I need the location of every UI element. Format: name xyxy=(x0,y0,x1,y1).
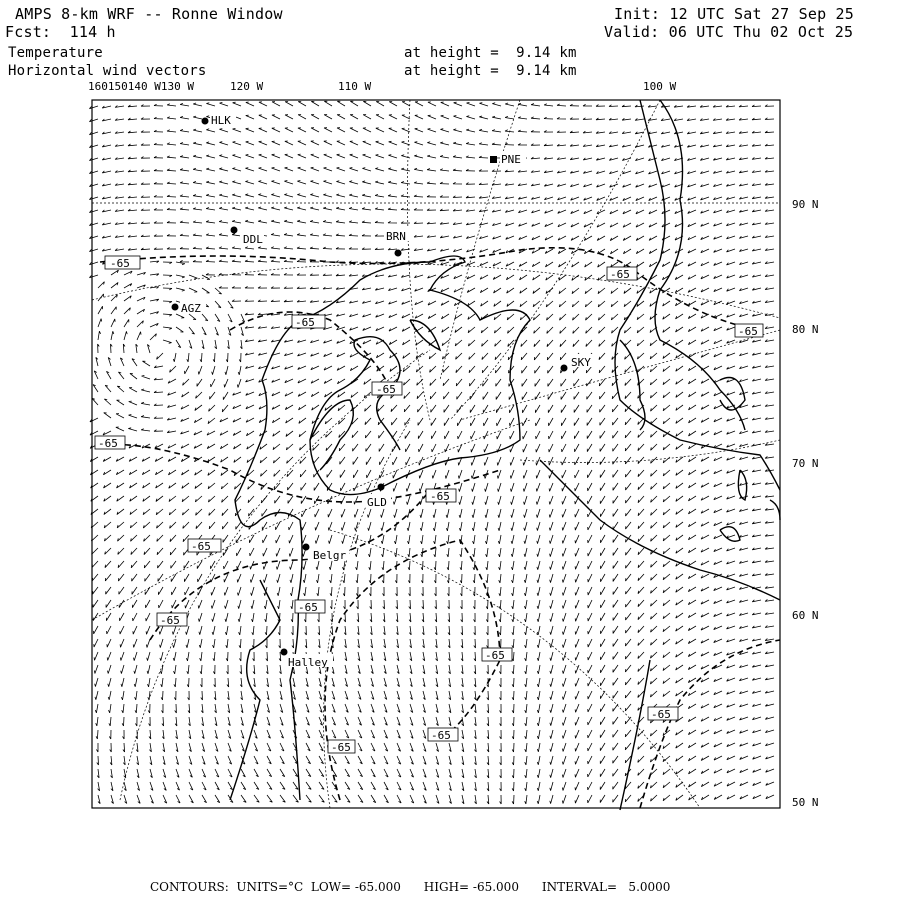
contour-label xyxy=(105,256,140,270)
field2-height: at height = 9.14 km xyxy=(404,63,577,79)
lat-label-60: 60 N xyxy=(792,609,819,622)
contour-label xyxy=(188,539,221,553)
contour-label xyxy=(648,707,678,721)
svg-text:-65: -65 xyxy=(485,649,505,662)
station-brn[interactable] xyxy=(384,228,410,257)
svg-text:-65: -65 xyxy=(110,257,130,270)
coast-edge xyxy=(770,500,780,520)
contour-line xyxy=(150,490,430,640)
contour-label xyxy=(482,648,512,662)
init-time: Init: 12 UTC Sat 27 Sep 25 xyxy=(614,5,854,23)
svg-text:-65: -65 xyxy=(431,729,451,742)
lon-line-d xyxy=(408,100,431,420)
svg-text:-65: -65 xyxy=(651,708,671,721)
station-agz[interactable] xyxy=(172,300,207,315)
svg-text:DDL: DDL xyxy=(243,233,263,246)
station-halley[interactable] xyxy=(281,649,334,670)
lat-label-70: 70 N xyxy=(792,457,819,470)
lon-line-h xyxy=(330,530,700,808)
station-hlk[interactable] xyxy=(202,112,237,127)
contour-footer: CONTOURS: UNITS=°C LOW= -65.000 HIGH= -65.000 INTERVAL= 5.0000 xyxy=(150,880,671,894)
field1-height: at height = 9.14 km xyxy=(404,45,577,61)
svg-text:AGZ: AGZ xyxy=(181,302,201,315)
forecast-hour: Fcst: 114 h xyxy=(5,23,116,41)
lon-line-e xyxy=(440,100,520,380)
lat-label-50: 50 N xyxy=(792,796,819,809)
field2-name: Horizontal wind vectors xyxy=(8,63,207,79)
field1-name: Temperature xyxy=(8,45,103,61)
contour-label xyxy=(157,613,187,627)
coast-east xyxy=(540,460,780,600)
svg-text:-65: -65 xyxy=(610,268,630,281)
wind-vector-field xyxy=(89,101,774,804)
svg-text:-65: -65 xyxy=(738,325,758,338)
contour-label xyxy=(328,740,355,754)
wind-arrows xyxy=(89,101,774,804)
lon-label-110: 110 W xyxy=(338,80,372,93)
lon-label-cluster: 160150140 W130 W xyxy=(88,80,194,93)
valid-time: Valid: 06 UTC Thu 02 Oct 25 xyxy=(604,23,854,41)
lat-label-80: 80 N xyxy=(792,323,819,336)
lon-line-b xyxy=(120,350,430,800)
station-sky[interactable] xyxy=(561,354,595,372)
svg-text:BRN: BRN xyxy=(386,230,406,243)
island xyxy=(410,320,440,350)
station-pne[interactable] xyxy=(490,151,526,166)
contour-label xyxy=(426,489,456,503)
contour-label xyxy=(292,315,325,329)
contour-label xyxy=(735,324,763,338)
contour-label xyxy=(372,382,402,396)
svg-text:-65: -65 xyxy=(430,490,450,503)
coast-island-4 xyxy=(720,527,740,542)
svg-text:SKY: SKY xyxy=(571,356,591,369)
station-belgr[interactable] xyxy=(303,544,350,563)
lat-label-90: 90 N xyxy=(792,198,819,211)
station-ddl[interactable] xyxy=(231,227,265,247)
svg-text:-65: -65 xyxy=(160,614,180,627)
contour-label xyxy=(95,436,125,450)
svg-text:Halley: Halley xyxy=(288,656,328,669)
plot-frame xyxy=(92,100,780,808)
svg-text:GLD: GLD xyxy=(367,496,387,509)
svg-text:-65: -65 xyxy=(376,383,396,396)
lon-label-120: 120 W xyxy=(230,80,264,93)
temperature-contours xyxy=(95,248,780,808)
svg-text:-65: -65 xyxy=(98,437,118,450)
svg-text:HLK: HLK xyxy=(211,114,231,127)
map-title: AMPS 8-km WRF -- Ronne Window xyxy=(15,5,283,23)
svg-text:Belgr: Belgr xyxy=(313,549,347,562)
svg-text:-65: -65 xyxy=(295,316,315,329)
contour-label xyxy=(295,600,325,614)
svg-text:-65: -65 xyxy=(331,741,351,754)
contour-label xyxy=(428,728,458,742)
coast-island xyxy=(620,340,645,430)
contour-label xyxy=(607,267,637,281)
svg-text:-65: -65 xyxy=(298,601,318,614)
graticule xyxy=(92,100,780,808)
coast-south xyxy=(230,580,280,800)
svg-text:PNE: PNE xyxy=(501,153,521,166)
lon-label-100: 100 W xyxy=(643,80,677,93)
svg-text:-65: -65 xyxy=(191,540,211,553)
